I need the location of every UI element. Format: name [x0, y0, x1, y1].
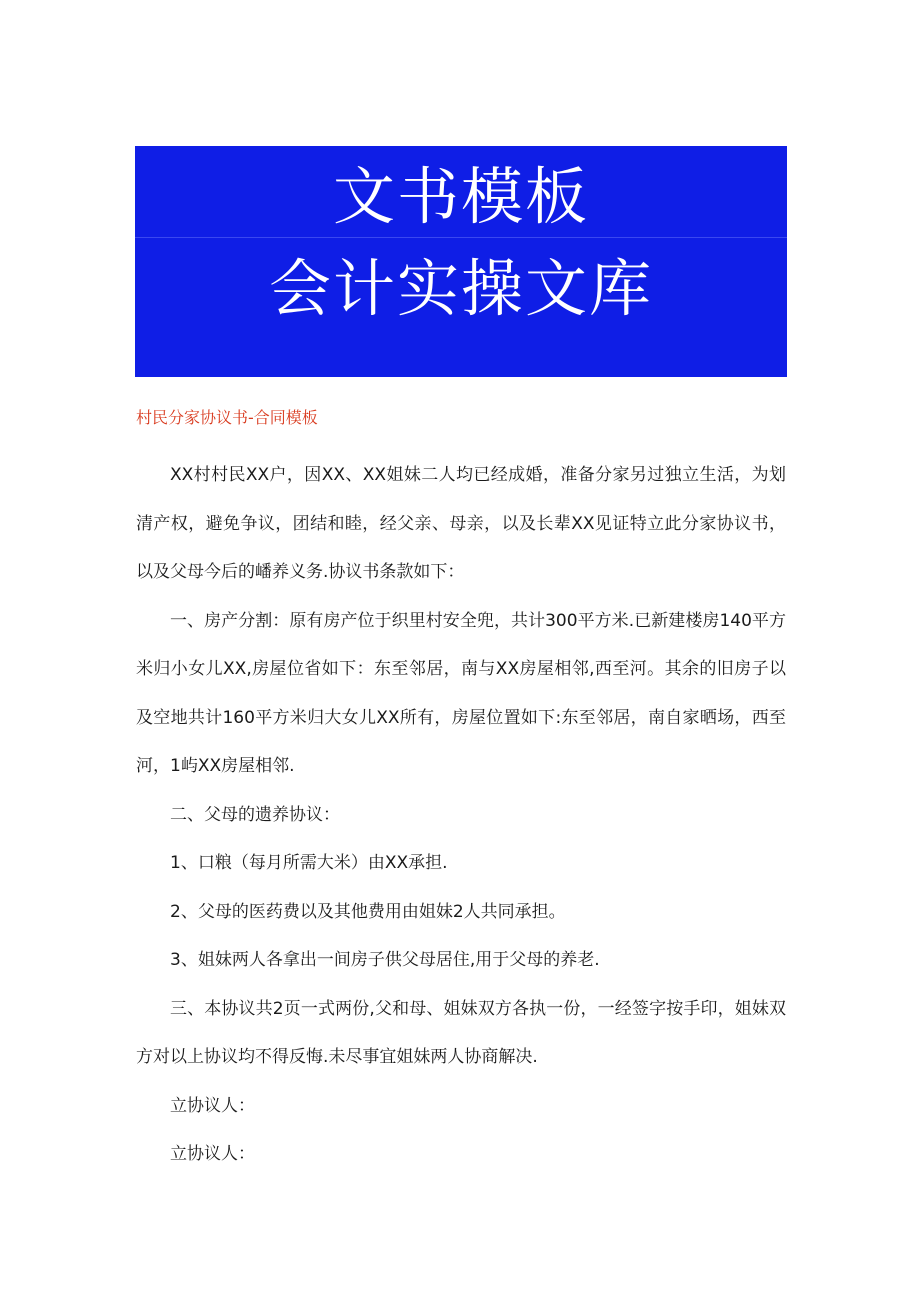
paragraph-property-division: 一、房产分割：原有房产位于织里村安全兜，共计300平方米.已新建楼房140平方米归小女儿XX,房屋位省如下：东至邻居，南与XX房屋相邻,西至河。其余的旧房子以及空地共计160平方米归大女儿XX所有，房屋位置如下:东至邻居，南自家晒场，西至河，1屿XX房屋相邻.: [136, 610, 786, 776]
paragraph-support-item-3: 3、姐妹两人各拿出一间房子供父母居住,用于父母的养老.: [170, 950, 600, 970]
signatory-line-1: 立协议人：: [170, 1095, 255, 1116]
paragraph-copies: 三、本协议共2页一式两份,父和母、姐妹双方各执一份，一经签字按手印，姐妹双方对以上协议均不得反悔.未尽事宜姐妹两人协商解决.: [136, 998, 786, 1067]
header-banner: [135, 146, 787, 377]
banner-title-line1: 文书模板: [332, 160, 589, 233]
document-body: [136, 451, 786, 1179]
banner-title-line2: 会计实操文库: [268, 252, 653, 325]
signatory-line-2: 立协议人：: [170, 1144, 255, 1164]
paragraph-support-item-2: 2、父母的医药费以及其他费用由姐妹2人共同承担。: [170, 901, 566, 922]
paragraph-support-heading: 二、父母的遗养协议：: [170, 804, 340, 825]
paragraph-support-item-1: 1、口粮（每月所需大米）由XX承担.: [170, 853, 448, 873]
document-title: 村民分家协议书-合同模板: [136, 408, 318, 427]
banner-divider: [135, 237, 787, 238]
paragraph-intro: XX村村民XX户，因XX、XX姐妹二人均已经成婚，准备分家另过独立生活，为划清产权，避免争议，团结和睦，经父亲、母亲，以及长辈XX见证特立此分家协议书，以及父母今后的嶓养义务.协议书条款如下：: [136, 465, 786, 582]
